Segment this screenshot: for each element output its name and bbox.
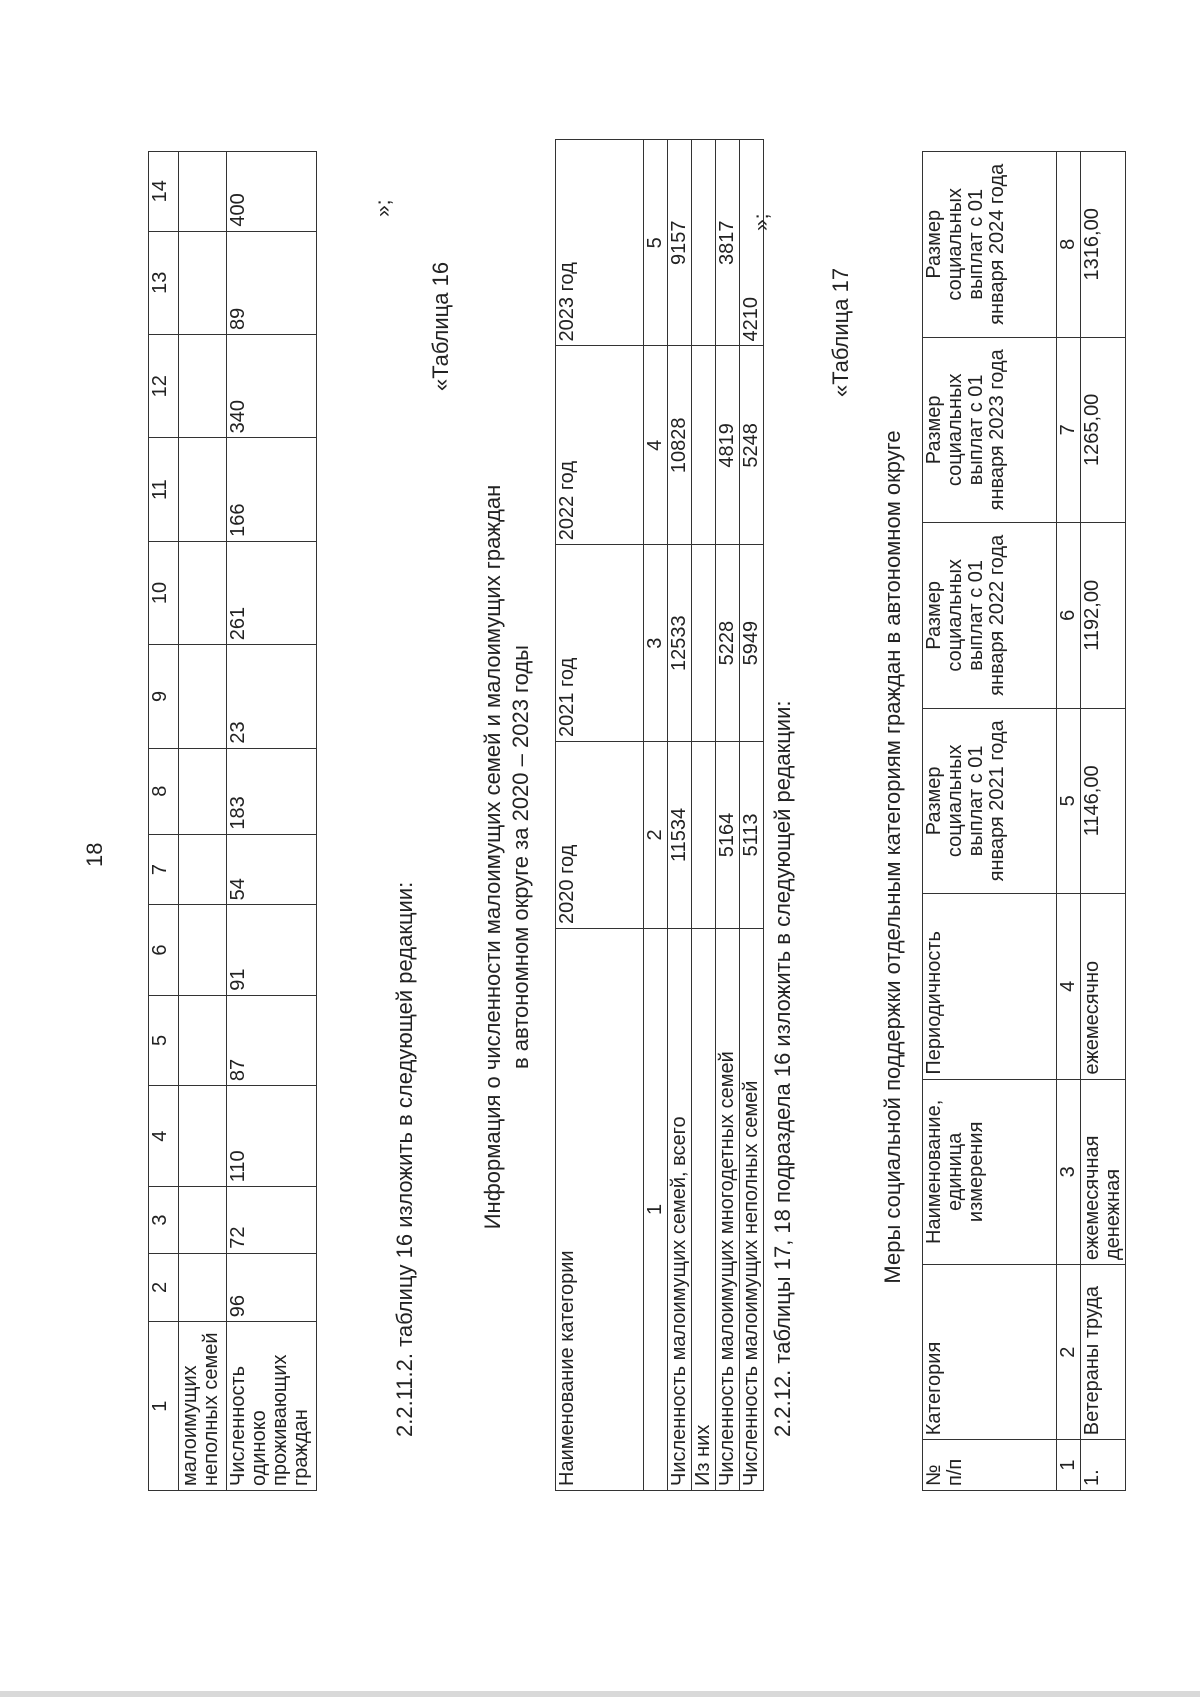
- scan-edge: [0, 1691, 1200, 1697]
- table-cell: 1316,00: [1081, 152, 1126, 338]
- table-cell: 8: [1057, 152, 1081, 338]
- table-cell: [179, 995, 227, 1085]
- table-cell: 6: [149, 905, 179, 995]
- table-cell: Численность малоимущих семей, всего: [668, 928, 692, 1490]
- table-cell: 23: [227, 645, 317, 748]
- table-cell: [179, 645, 227, 748]
- table-row: [740, 140, 764, 1491]
- table-cell: [179, 1086, 227, 1187]
- table-row: [668, 140, 692, 1491]
- table-cell: [179, 748, 227, 834]
- table-cell: 12: [149, 335, 179, 438]
- table-number-row: [1057, 152, 1081, 1491]
- table-cell: Численность малоимущих многодетных семей: [716, 928, 740, 1490]
- table-cell: 5164: [716, 742, 740, 929]
- table-cell: 10828: [668, 346, 692, 545]
- page-number: 18: [82, 842, 107, 867]
- table-header-cell: Наименование категории: [556, 928, 644, 1490]
- table-header-cell: Размер социальных выплат с 01 января 2024 года: [923, 152, 1057, 338]
- table16-title-line1: Информация о численности малоимущих семей и малоимущих граждан: [480, 484, 505, 1230]
- table-cell: 3817: [716, 140, 740, 346]
- table-cell: Из них: [692, 928, 716, 1490]
- table-cell: 1192,00: [1081, 523, 1126, 709]
- table-cell: 2: [149, 1253, 179, 1322]
- table17-title: Меры социальной поддержки отдельным категориям граждан в автономном округе: [880, 430, 905, 1284]
- table-row: [179, 152, 227, 1491]
- table-row: [716, 140, 740, 1491]
- table-cell: 7: [149, 834, 179, 905]
- table-cell: [692, 346, 716, 545]
- table-cell: 11534: [668, 742, 692, 929]
- table-header-cell: Размер социальных выплат с 01 января 2021 года: [923, 708, 1057, 894]
- table-header-cell: Наименование, единица измерения: [923, 1079, 1057, 1265]
- table-header-cell: Категория: [923, 1265, 1057, 1440]
- table-cell: 1: [644, 928, 668, 1490]
- table-cell: 261: [227, 541, 317, 644]
- table-number-row: [644, 140, 668, 1491]
- table-cell: Численность малоимущих неполных семей: [740, 928, 764, 1490]
- table-cell: 166: [227, 438, 317, 541]
- table-cell: 89: [227, 231, 317, 334]
- table-cell: 5: [1057, 708, 1081, 894]
- table-cell: 1146,00: [1081, 708, 1126, 894]
- table-cell: [179, 1187, 227, 1253]
- table-cell: 12533: [668, 545, 692, 742]
- table-header-cell: Периодичность: [923, 894, 1057, 1080]
- table-header-cell: 2023 год: [556, 140, 644, 346]
- table-cell: [179, 438, 227, 541]
- table-cell: 87: [227, 995, 317, 1085]
- table-cell: ежемесячно: [1081, 894, 1126, 1080]
- table-header-cell: 2021 год: [556, 545, 644, 742]
- table-cell: 91: [227, 905, 317, 995]
- table-cell: 5: [149, 995, 179, 1085]
- table-cell: 1.: [1081, 1440, 1126, 1491]
- table-header-row: [923, 152, 1057, 1491]
- table-cell: Численность одиноко проживающих граждан: [227, 1322, 317, 1491]
- table-cell: ежемесячная денежная: [1081, 1079, 1126, 1265]
- table-cell: 2: [1057, 1265, 1081, 1440]
- table-cell: 4819: [716, 346, 740, 545]
- table-header-cell: 2022 год: [556, 346, 644, 545]
- table-prev-continuation: [148, 151, 317, 1491]
- table-cell: [179, 834, 227, 905]
- table-cell: 6: [1057, 523, 1081, 709]
- table-cell: 10: [149, 541, 179, 644]
- closing-quote: »;: [750, 213, 773, 231]
- table17: [922, 151, 1126, 1491]
- table-header-row: [149, 152, 179, 1491]
- table-cell: [179, 541, 227, 644]
- table-cell: 1: [149, 1322, 179, 1491]
- table-cell: 3: [1057, 1079, 1081, 1265]
- table-cell: 54: [227, 834, 317, 905]
- table-cell: 96: [227, 1253, 317, 1322]
- table-cell: 5: [644, 140, 668, 346]
- table-cell: 11: [149, 438, 179, 541]
- table-header-cell: 2020 год: [556, 742, 644, 929]
- table-cell: 4: [644, 346, 668, 545]
- table-header-cell: Размер социальных выплат с 01 января 2023 года: [923, 337, 1057, 523]
- table-cell: [692, 742, 716, 929]
- table-cell: 2: [644, 742, 668, 929]
- table-row: [692, 140, 716, 1491]
- table-cell: 72: [227, 1187, 317, 1253]
- table-cell: [179, 905, 227, 995]
- table-cell: Ветераны труда: [1081, 1265, 1126, 1440]
- table-cell: [692, 545, 716, 742]
- table-cell: 9157: [668, 140, 692, 346]
- table-cell: 4210: [740, 140, 764, 346]
- table-cell: 3: [149, 1187, 179, 1253]
- table-cell: 183: [227, 748, 317, 834]
- table-cell: 5949: [740, 545, 764, 742]
- table-cell: малоимущих неполных семей: [179, 1322, 227, 1491]
- table-cell: 8: [149, 748, 179, 834]
- table-cell: 4: [1057, 894, 1081, 1080]
- closing-quote: »;: [372, 199, 395, 217]
- table-cell: [179, 152, 227, 232]
- table-cell: 7: [1057, 337, 1081, 523]
- table-cell: [179, 231, 227, 334]
- table-cell: 3: [644, 545, 668, 742]
- table-cell: 5248: [740, 346, 764, 545]
- table16-label: «Таблица 16: [428, 261, 453, 391]
- table-cell: 1: [1057, 1440, 1081, 1491]
- table16-title-line2: в автономном округе за 2020 – 2023 годы: [508, 645, 533, 1070]
- table-row: [1081, 152, 1126, 1491]
- table-cell: 13: [149, 231, 179, 334]
- table16: [555, 139, 764, 1491]
- table-cell: 110: [227, 1086, 317, 1187]
- table-cell: 1265,00: [1081, 337, 1126, 523]
- table-cell: 5228: [716, 545, 740, 742]
- table-cell: 4: [149, 1086, 179, 1187]
- table-cell: 14: [149, 152, 179, 232]
- table-header-row: [556, 140, 644, 1491]
- table-row: [227, 152, 317, 1491]
- table-cell: [692, 140, 716, 346]
- table-cell: [179, 335, 227, 438]
- table17-label: «Таблица 17: [828, 267, 853, 397]
- table-cell: [179, 1253, 227, 1322]
- paragraph-2-2-11-2: 2.2.11.2. таблицу 16 изложить в следующей редакции:: [392, 881, 417, 1437]
- paragraph-2-2-12: 2.2.12. таблицы 17, 18 подраздела 16 изложить в следующей редакции:: [770, 700, 795, 1437]
- table-cell: 400: [227, 152, 317, 232]
- table-header-cell: № п/п: [923, 1440, 1057, 1491]
- table-cell: 340: [227, 335, 317, 438]
- table-cell: 9: [149, 645, 179, 748]
- table-header-cell: Размер социальных выплат с 01 января 2022 года: [923, 523, 1057, 709]
- table-cell: 5113: [740, 742, 764, 929]
